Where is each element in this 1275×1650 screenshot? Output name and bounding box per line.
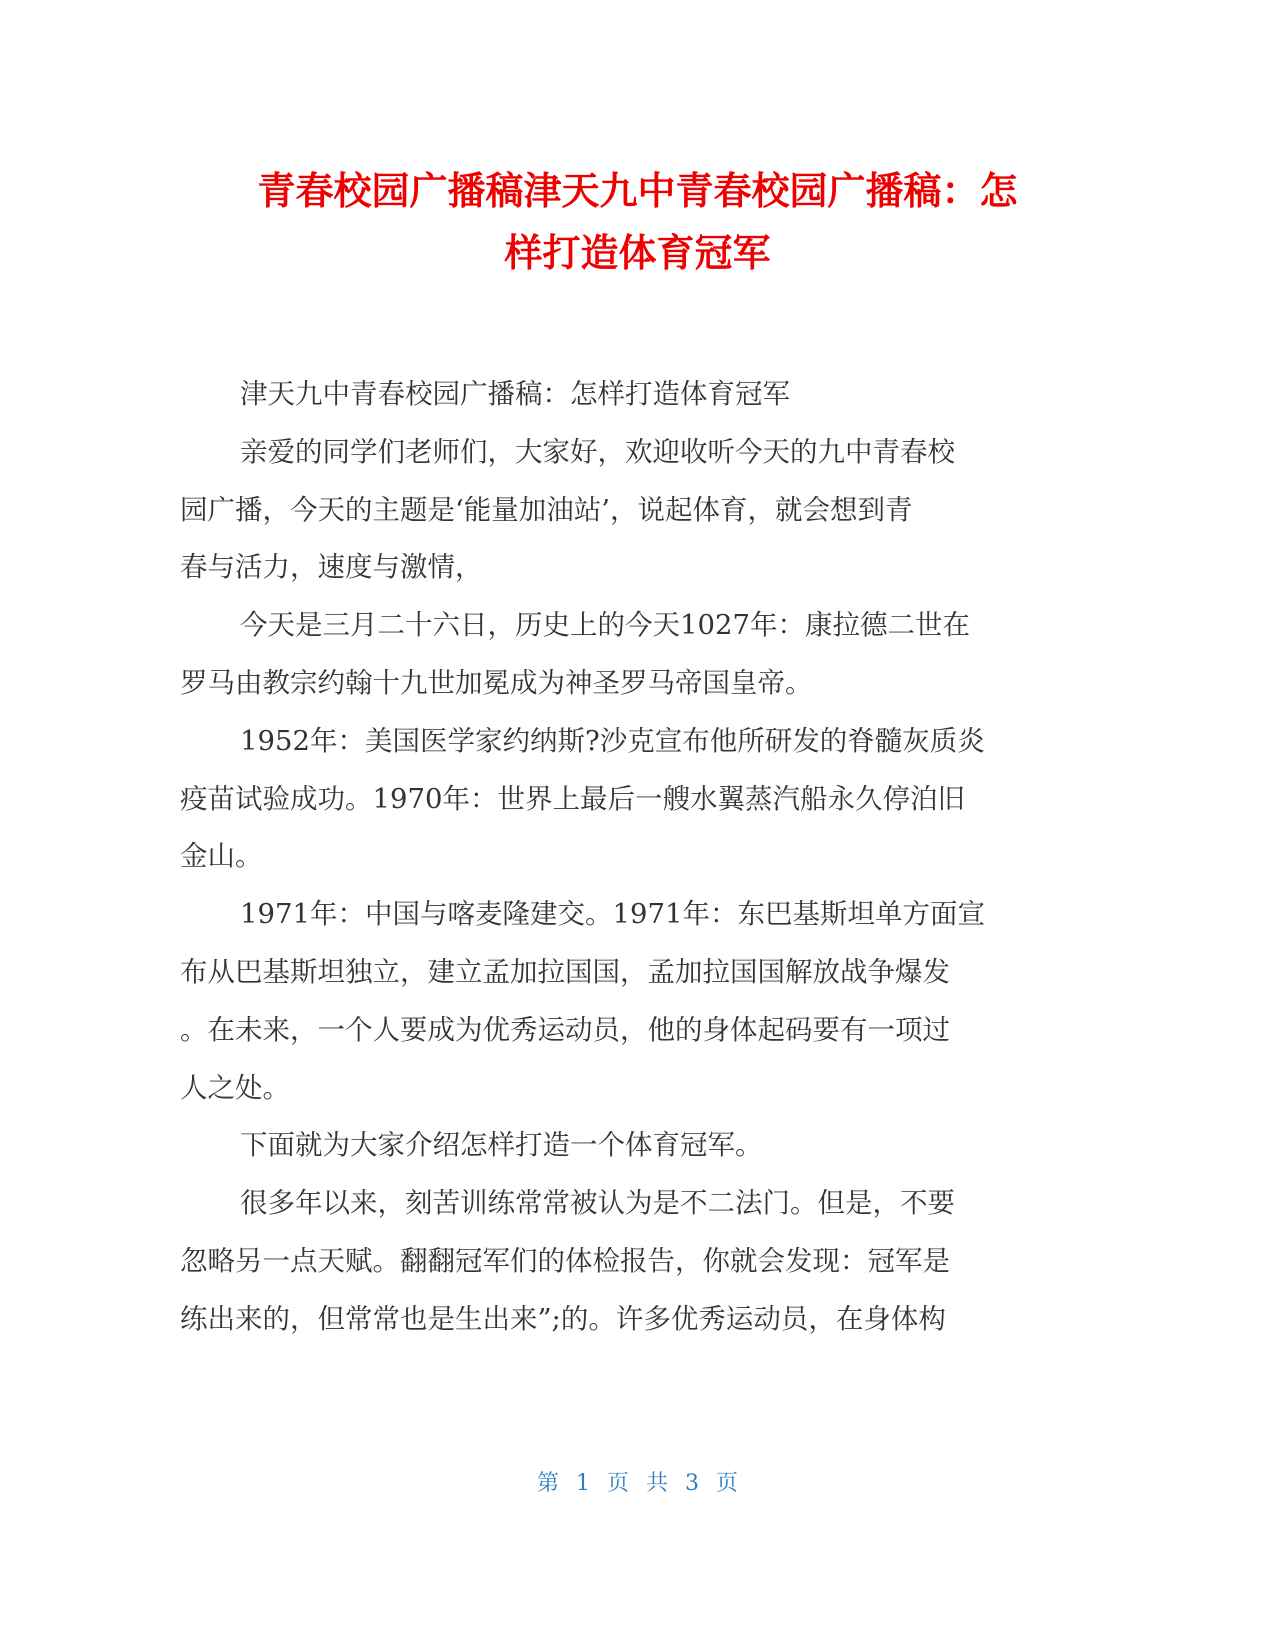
paragraph-training [180,1175,1095,1348]
paragraph-line: 津天九中青春校园广播稿：怎样打造体育冠军 [240,378,790,410]
title-line: 样打造体育冠军 [504,231,771,275]
paragraph-line: 1952年：美国医学家约纳斯?沙克宣布他所研发的脊髓灰质炎 [240,724,985,757]
document-title [180,160,1095,284]
paragraph-line: 。在未来，一个人要成为优秀运动员，他的身体起码要有一项过 [180,1013,950,1046]
paragraph-history-1027 [180,597,1095,713]
paragraph-line: 疫苗试验成功。1970年：世界上最后一艘水翼蒸汽船永久停泊旧 [180,782,965,815]
paragraph-line: 布从巴基斯坦独立，建立孟加拉国国，孟加拉国国解放战争爆发 [180,955,950,988]
paragraph-line: 忽略另一点天赋。翻翻冠军们的体检报告，你就会发现：冠军是 [180,1244,950,1277]
paragraph-line: 金山。 [180,840,263,873]
document-body [180,366,1095,1349]
title-line: 青春校园广播稿津天九中青春校园广播稿：怎 [257,169,1018,213]
paragraph-subtitle [180,366,1095,424]
paragraph-line: 罗马由教宗约翰十九世加冕成为神圣罗马帝国皇帝。 [180,666,813,699]
paragraph-line: 今天是三月二十六日，历史上的今天1027年：康拉德二世在 [240,609,970,642]
paragraph-intro [180,1117,1095,1175]
page-footer: 第 1 页 共 3 页 [537,1471,738,1496]
paragraph-line: 1971年：中国与喀麦隆建交。1971年：东巴基斯坦单方面宣 [240,898,985,931]
paragraph-history-1971 [180,886,1095,1117]
paragraph-line: 人之处。 [180,1071,290,1104]
paragraph-line: 很多年以来，刻苦训练常常被认为是不二法门。但是，不要 [240,1187,955,1220]
paragraph-line: 亲爱的同学们老师们，大家好，欢迎收听今天的九中青春校 [240,435,955,468]
paragraph-line: 下面就为大家介绍怎样打造一个体育冠军。 [240,1129,763,1162]
paragraph-line: 春与活力，速度与激情， [180,551,483,584]
paragraph-line: 练出来的，但常常也是生出来”;的。许多优秀运动员，在身体构 [180,1302,946,1335]
paragraph-greeting [180,424,1095,597]
paragraph-history-1952 [180,713,1095,886]
paragraph-line: 园广播，今天的主题是‘能量加油站’，说起体育，就会想到青 [180,493,913,526]
